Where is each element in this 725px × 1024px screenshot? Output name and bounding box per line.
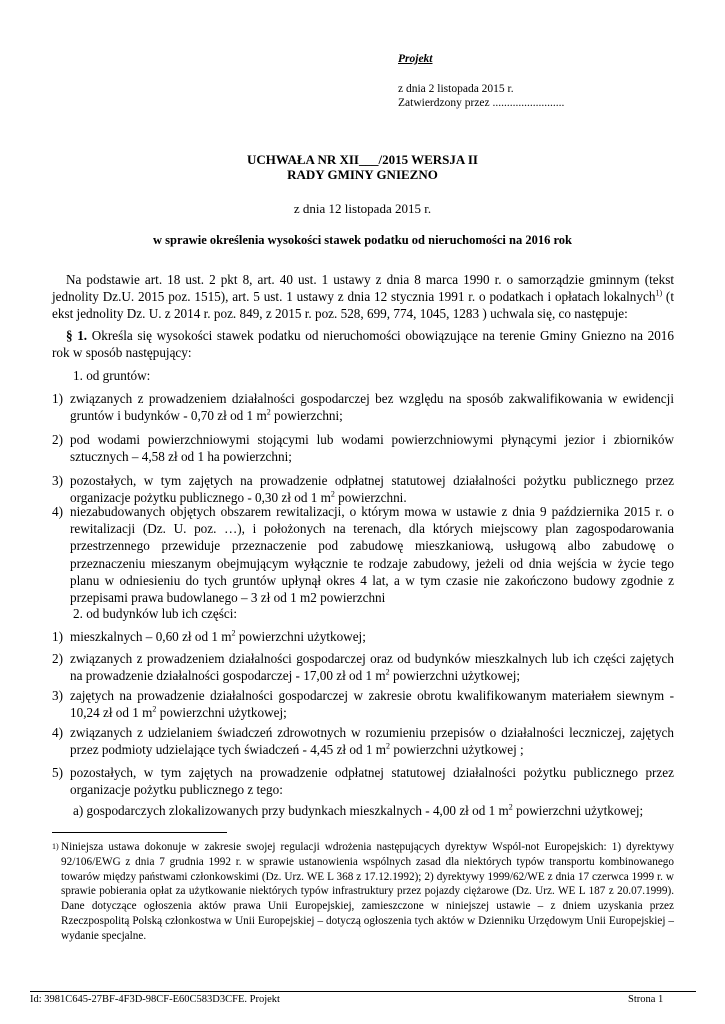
footnote-mark: 1) [52, 842, 59, 851]
document-id: Id: 3981C645-27BF-4F3D-98CF-E60C583D3CFE. Projekt [30, 994, 280, 1005]
list-item: 3) pozostałych, w tym zajętych na prowadzenie odpłatnej statutowej działalności pożytku publicznego przez organizacje pożytku publicznego - 0,30 zł od 1 $m^2$ powierzchni. [52, 473, 674, 506]
resolution-date: z dnia 12 listopada 2015 r. [293, 201, 432, 216]
projekt-label: Projekt [398, 53, 433, 65]
list-item: 3) zajętych na prowadzenie działalności gospodarczej w zakresie obrotu kwalifikowanym materiałem siewnym - 10,24 zł od 1 $m^2$ powierzchni użytkowej; [52, 688, 674, 721]
list-item: 1) mieszkalnych – 0,60 zł od 1 $m^2$ powierzchni użytkowej; [52, 628, 366, 644]
group-2-heading: 2. od budynków lub ich części: [73, 606, 238, 621]
list-item: 1) związanych z prowadzeniem działalności gospodarczej bez względu na sposób zakwalifikowania w ewidencji gruntów i budynków - 0,70 zł od 1 $m^2$ powierzchni; [52, 391, 674, 424]
section-label: § 1. [66, 328, 88, 343]
footnote-ref[interactable]: 1) [655, 288, 663, 298]
legal-basis-paragraph: Na podstawie art. 18 ust. 2 pkt 8, art. 40 ust. 1 ustawy z dnia 8 marca 1990 r. o samorządzie gminnym (tekst jednolity Dz.U. 2015 poz. 1515), art. 5 ust. 1 ustawy z dnia 12 stycznia 1991 r. o podatkach i opłatach lokalnych$^{1)}$ (t ekst jednolity Dz. U. z 2014 r. poz. 849, z 2015 r. poz. 528, 699, 774, 1045, 1283 ) uchwala się, co następuje: [52, 272, 674, 322]
council-name: RADY GMINY GNIEZNO [287, 167, 438, 182]
footnote-text: Niniejsza ustawa dokonuje w zakresie swojej regulacji wdrożenia następujących dyrektyw Wspól-not Europejskich: 1) dyrektywy 92/106/EWG z dnia 7 grudnia 1992 r. w sprawie ustanowienia wspólnych zasad dla niektórych typów transportu kombinowanego towarów między państwami członkowskimi (Dz. Urz. WE L 368 z 17.12.1992); 2) dyrektywy 1999/62/WE z dnia 17 czerwca 1999 r. w sprawie pobierania opłat za użytkowanie niektórych typów infrastruktury przez pojazdy ciężarowe (Dz. Urz. WE L 187 z 20.07.1999). Dane dotyczące ogłoszenia aktów prawa Unii Europejskiej, zamieszczone w niniejszej ustawie – z dniem uzyskania przez Rzeczpospolitą Polską członkostwa w Unii Europejskiej – dotyczą ogłoszenia tych aktów w Dzienniku Urzędowym Unii Europejskiej – wydanie specjalne. [61, 841, 674, 942]
page-number: Strona 1 [628, 994, 664, 1005]
list-item: 4) związanych z udzielaniem świadczeń zdrowotnych w rozumieniu przepisów o działalności leczniczej, zajętych przez podmioty udzielające tych świadczeń - 4,45 zł od 1 $m^2$ powierzchni użytkowej ; [52, 725, 674, 758]
approved-by: Zatwierdzony przez ......................... [398, 97, 565, 109]
list-item: 2) pod wodami powierzchniowymi stojącymi lub wodami powierzchniowymi płynącymi jezior i zbiorników sztucznych – 4,58 zł od 1 ha powierzchni; [52, 432, 674, 465]
list-item: 2) związanych z prowadzeniem działalności gospodarczej oraz od budynków mieszkalnych lub ich części zajętych na prowadzenie działalności gospodarczej - 17,00 zł od 1 $m^2$ powierzchni użytkowej; [52, 651, 674, 684]
section-1-paragraph: § 1. Określa się wysokości stawek podatku od nieruchomości obowiązujące na terenie Gminy Gniezno na 2016 rok w sposób następujący: [52, 328, 674, 361]
resolution-title: UCHWAŁA NR XII___/2015 WERSJA II [247, 152, 478, 167]
sub-item-a: a) gospodarczych zlokalizowanych przy budynkach mieszkalnych - 4,00 zł od 1 $m^2$ powierzchni użytkowej; [73, 802, 644, 818]
footer-divider [30, 991, 696, 992]
list-item: 5) pozostałych, w tym zajętych na prowadzenie odpłatnej statutowej działalności pożytku publicznego przez organizacje pożytku publicznego z tego: [52, 765, 674, 798]
group-1-heading: 1. od gruntów: [73, 368, 151, 383]
draft-date: z dnia 2 listopada 2015 r. [398, 83, 514, 95]
footnote [52, 840, 674, 944]
footnote-divider [52, 832, 227, 833]
resolution-subject: w sprawie określenia wysokości stawek podatku od nieruchomości na 2016 rok [152, 233, 573, 247]
list-item: 4) niezabudowanych objętych obszarem rewitalizacji, o którym mowa w ustawie z dnia 9 października 2015 r. o rewitalizacji (Dz. U. poz. …), i położonych na terenach, dla których miejscowy plan zagospodarowania przestrzennego przewiduje przeznaczenie pod zabudowę mieszkaniową, usługową albo zabudowę o przeznaczeniu mieszanym obejmującym wyłącznie te rodzaje zabudowy, jeżeli od dnia wejścia w życie tego planu w odniesieniu do tych gruntów upłynął okres 4 lat, a w tym czasie nie zakończono budowy zgodnie z przepisami prawa budowlanego – 3 zł od 1 m2 powierzchni [52, 504, 674, 606]
